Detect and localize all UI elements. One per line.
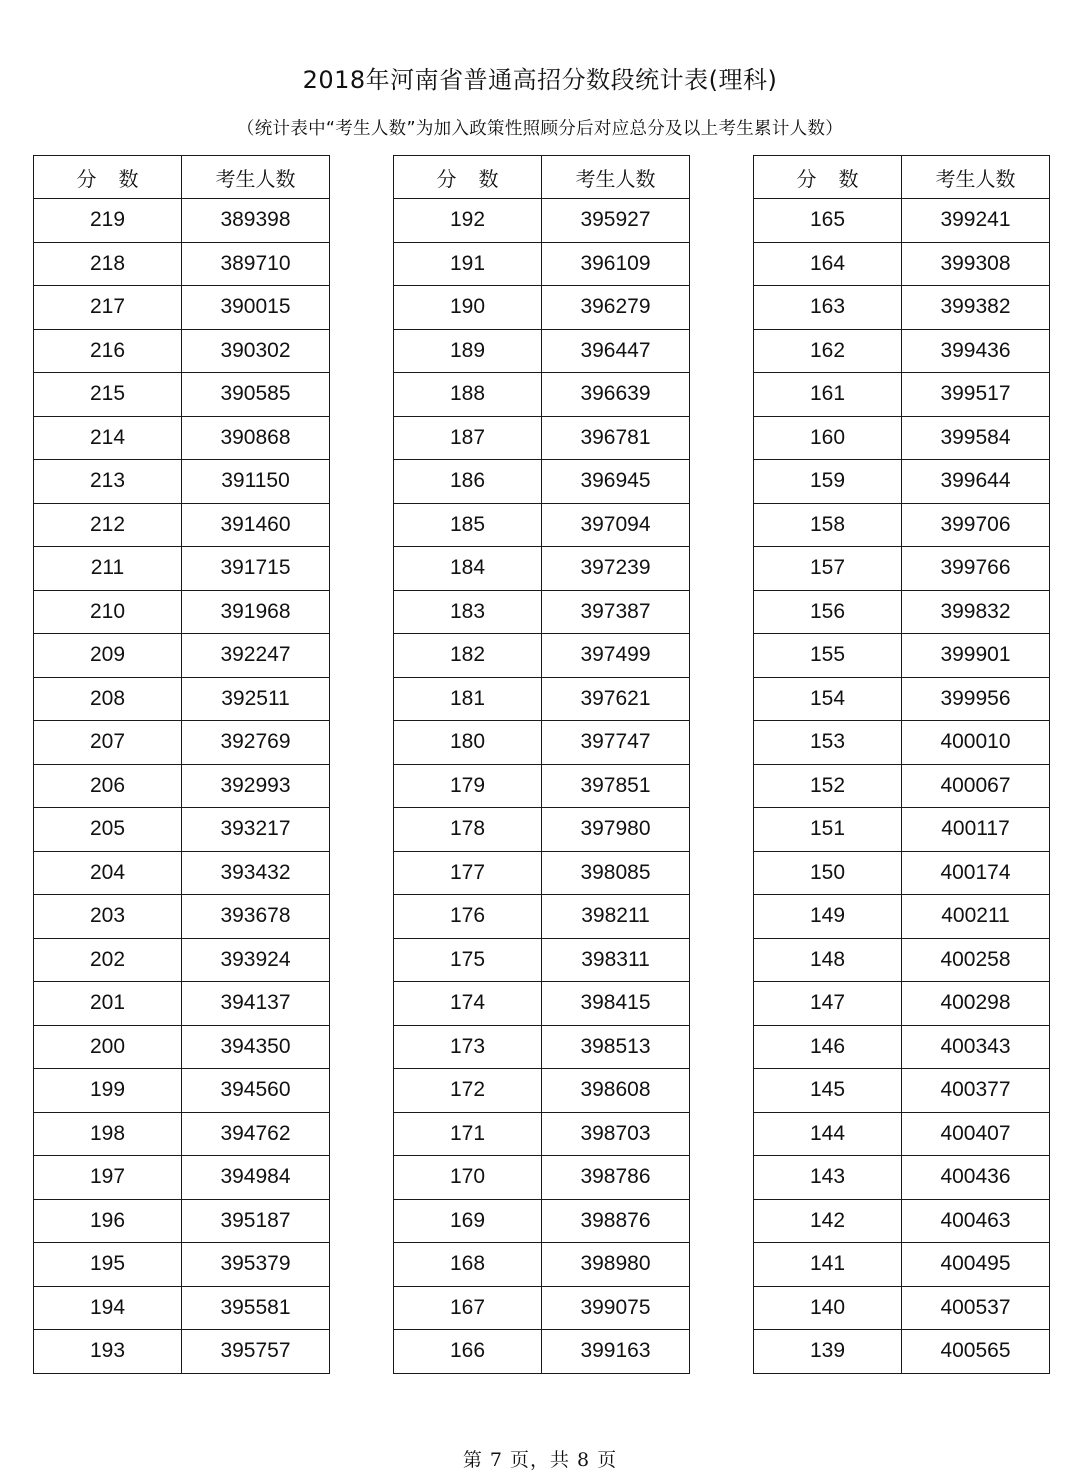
score-cell: 145: [754, 1069, 902, 1113]
table-row: [754, 416, 1050, 460]
table-header-row: [394, 156, 690, 199]
score-table-1: [33, 155, 330, 1374]
score-cell: 202: [34, 938, 182, 982]
table-row: [754, 982, 1050, 1026]
count-cell: 399517: [902, 373, 1050, 417]
score-cell: 154: [754, 677, 902, 721]
count-cell: 397980: [542, 808, 690, 852]
table-row: [34, 590, 330, 634]
count-cell: 396945: [542, 460, 690, 504]
score-cell: 206: [34, 764, 182, 808]
page-footer: 第 7 页，共 8 页: [462, 1449, 618, 1471]
table-row: [34, 982, 330, 1026]
score-cell: 141: [754, 1243, 902, 1287]
table-row: [754, 721, 1050, 765]
table-row: [34, 1112, 330, 1156]
table-row: [34, 895, 330, 939]
count-cell: 400407: [902, 1112, 1050, 1156]
score-cell: 211: [34, 547, 182, 591]
table-row: [34, 1286, 330, 1330]
count-cell: 400067: [902, 764, 1050, 808]
score-cell: 210: [34, 590, 182, 634]
count-cell: 390302: [182, 329, 330, 373]
table-row: [394, 938, 690, 982]
table-row: [34, 677, 330, 721]
table-row: [394, 764, 690, 808]
table-row: [394, 199, 690, 243]
count-cell: 389710: [182, 242, 330, 286]
count-cell: 399706: [902, 503, 1050, 547]
count-cell: 395581: [182, 1286, 330, 1330]
table-row: [34, 1199, 330, 1243]
count-cell: 397621: [542, 677, 690, 721]
score-cell: 204: [34, 851, 182, 895]
score-cell: 164: [754, 242, 902, 286]
count-cell: 394560: [182, 1069, 330, 1113]
score-cell: 176: [394, 895, 542, 939]
table-row: [394, 590, 690, 634]
count-cell: 400565: [902, 1330, 1050, 1374]
count-cell: 400377: [902, 1069, 1050, 1113]
score-cell: 196: [34, 1199, 182, 1243]
score-cell: 198: [34, 1112, 182, 1156]
count-cell: 396447: [542, 329, 690, 373]
count-cell: 396781: [542, 416, 690, 460]
score-cell: 144: [754, 1112, 902, 1156]
score-cell: 150: [754, 851, 902, 895]
count-cell: 398085: [542, 851, 690, 895]
score-cell: 193: [34, 1330, 182, 1374]
score-cell: 178: [394, 808, 542, 852]
table-row: [34, 851, 330, 895]
score-cell: 189: [394, 329, 542, 373]
header-score: 分数: [34, 156, 182, 199]
count-cell: 399584: [902, 416, 1050, 460]
score-cell: 152: [754, 764, 902, 808]
table-row: [754, 895, 1050, 939]
score-cell: 174: [394, 982, 542, 1026]
count-cell: 399308: [902, 242, 1050, 286]
score-cell: 201: [34, 982, 182, 1026]
count-cell: 399832: [902, 590, 1050, 634]
table-row: [34, 1025, 330, 1069]
score-cell: 190: [394, 286, 542, 330]
table-row: [34, 286, 330, 330]
table-row: [394, 286, 690, 330]
header-score: 分数: [394, 156, 542, 199]
table-row: [394, 677, 690, 721]
table-row: [754, 634, 1050, 678]
count-cell: 399644: [902, 460, 1050, 504]
table-row: [394, 1286, 690, 1330]
page-title: 2018年河南省普通高招分数段统计表(理科): [302, 66, 778, 94]
count-cell: 394137: [182, 982, 330, 1026]
count-cell: 398608: [542, 1069, 690, 1113]
score-cell: 155: [754, 634, 902, 678]
count-cell: 396279: [542, 286, 690, 330]
count-cell: 400258: [902, 938, 1050, 982]
count-cell: 399075: [542, 1286, 690, 1330]
count-cell: 398786: [542, 1156, 690, 1200]
score-cell: 194: [34, 1286, 182, 1330]
count-cell: 398211: [542, 895, 690, 939]
count-cell: 399382: [902, 286, 1050, 330]
score-table-3: [753, 155, 1050, 1374]
count-cell: 397499: [542, 634, 690, 678]
count-cell: 400174: [902, 851, 1050, 895]
table-row: [394, 1069, 690, 1113]
count-cell: 391150: [182, 460, 330, 504]
score-cell: 181: [394, 677, 542, 721]
count-cell: 400211: [902, 895, 1050, 939]
count-cell: 398703: [542, 1112, 690, 1156]
table-row: [394, 895, 690, 939]
count-cell: 391968: [182, 590, 330, 634]
table-row: [394, 808, 690, 852]
table-row: [34, 242, 330, 286]
count-cell: 394984: [182, 1156, 330, 1200]
table-row: [34, 938, 330, 982]
table-row: [394, 721, 690, 765]
score-cell: 207: [34, 721, 182, 765]
count-cell: 393432: [182, 851, 330, 895]
count-cell: 400463: [902, 1199, 1050, 1243]
count-cell: 399163: [542, 1330, 690, 1374]
table-row: [34, 634, 330, 678]
count-cell: 400117: [902, 808, 1050, 852]
score-cell: 167: [394, 1286, 542, 1330]
table-row: [394, 329, 690, 373]
count-cell: 398415: [542, 982, 690, 1026]
table-row: [394, 416, 690, 460]
table-row: [394, 373, 690, 417]
count-cell: 393924: [182, 938, 330, 982]
count-cell: 392247: [182, 634, 330, 678]
count-cell: 391715: [182, 547, 330, 591]
count-cell: 390868: [182, 416, 330, 460]
score-cell: 160: [754, 416, 902, 460]
table-row: [34, 764, 330, 808]
count-cell: 394350: [182, 1025, 330, 1069]
table-row: [394, 982, 690, 1026]
table-row: [754, 286, 1050, 330]
page-subtitle: （统计表中“考生人数”为加入政策性照顾分后对应总分及以上考生累计人数）: [236, 119, 844, 139]
count-cell: 397747: [542, 721, 690, 765]
score-cell: 218: [34, 242, 182, 286]
table-row: [754, 764, 1050, 808]
score-cell: 147: [754, 982, 902, 1026]
count-cell: 395757: [182, 1330, 330, 1374]
score-cell: 195: [34, 1243, 182, 1287]
score-cell: 197: [34, 1156, 182, 1200]
count-cell: 389398: [182, 199, 330, 243]
table-row: [394, 1243, 690, 1287]
count-cell: 400343: [902, 1025, 1050, 1069]
count-cell: 398513: [542, 1025, 690, 1069]
score-cell: 191: [394, 242, 542, 286]
count-cell: 397851: [542, 764, 690, 808]
header-count: 考生人数: [542, 156, 690, 199]
score-cell: 169: [394, 1199, 542, 1243]
table-row: [34, 1069, 330, 1113]
table-row: [754, 1025, 1050, 1069]
score-cell: 142: [754, 1199, 902, 1243]
table-row: [34, 1243, 330, 1287]
count-cell: 395187: [182, 1199, 330, 1243]
table-row: [34, 329, 330, 373]
score-cell: 175: [394, 938, 542, 982]
score-cell: 215: [34, 373, 182, 417]
score-cell: 162: [754, 329, 902, 373]
table-row: [34, 1330, 330, 1374]
score-cell: 216: [34, 329, 182, 373]
table-header-row: [754, 156, 1050, 199]
score-cell: 203: [34, 895, 182, 939]
table-row: [754, 329, 1050, 373]
count-cell: 393217: [182, 808, 330, 852]
score-cell: 166: [394, 1330, 542, 1374]
table-row: [754, 460, 1050, 504]
count-cell: 390015: [182, 286, 330, 330]
score-cell: 165: [754, 199, 902, 243]
table-row: [34, 199, 330, 243]
table-row: [394, 1025, 690, 1069]
count-cell: 397387: [542, 590, 690, 634]
table-row: [754, 1199, 1050, 1243]
score-cell: 192: [394, 199, 542, 243]
table-row: [394, 1112, 690, 1156]
count-cell: 399241: [902, 199, 1050, 243]
table-row: [754, 851, 1050, 895]
table-row: [34, 1156, 330, 1200]
score-cell: 209: [34, 634, 182, 678]
count-cell: 398876: [542, 1199, 690, 1243]
score-cell: 139: [754, 1330, 902, 1374]
count-cell: 396109: [542, 242, 690, 286]
score-cell: 171: [394, 1112, 542, 1156]
table-row: [34, 460, 330, 504]
count-cell: 390585: [182, 373, 330, 417]
table-row: [754, 1069, 1050, 1113]
score-cell: 188: [394, 373, 542, 417]
score-cell: 148: [754, 938, 902, 982]
score-cell: 153: [754, 721, 902, 765]
score-cell: 179: [394, 764, 542, 808]
count-cell: 391460: [182, 503, 330, 547]
count-cell: 398980: [542, 1243, 690, 1287]
score-cell: 187: [394, 416, 542, 460]
count-cell: 396639: [542, 373, 690, 417]
table-row: [754, 242, 1050, 286]
count-cell: 392993: [182, 764, 330, 808]
count-cell: 399766: [902, 547, 1050, 591]
count-cell: 392769: [182, 721, 330, 765]
score-cell: 185: [394, 503, 542, 547]
count-cell: 399436: [902, 329, 1050, 373]
table-row: [394, 242, 690, 286]
count-cell: 395927: [542, 199, 690, 243]
score-cell: 205: [34, 808, 182, 852]
table-row: [34, 547, 330, 591]
table-row: [754, 547, 1050, 591]
score-cell: 213: [34, 460, 182, 504]
count-cell: 400436: [902, 1156, 1050, 1200]
table-row: [34, 373, 330, 417]
count-cell: 400537: [902, 1286, 1050, 1330]
score-cell: 158: [754, 503, 902, 547]
score-table-2: [393, 155, 690, 1374]
table-row: [754, 677, 1050, 721]
table-row: [394, 503, 690, 547]
table-row: [754, 1330, 1050, 1374]
score-cell: 151: [754, 808, 902, 852]
table-row: [754, 503, 1050, 547]
score-cell: 163: [754, 286, 902, 330]
score-cell: 143: [754, 1156, 902, 1200]
table-row: [754, 1243, 1050, 1287]
table-row: [754, 1112, 1050, 1156]
score-cell: 159: [754, 460, 902, 504]
table-row: [394, 547, 690, 591]
score-cell: 172: [394, 1069, 542, 1113]
score-cell: 212: [34, 503, 182, 547]
table-row: [34, 416, 330, 460]
table-row: [394, 1199, 690, 1243]
count-cell: 400298: [902, 982, 1050, 1026]
score-cell: 214: [34, 416, 182, 460]
table-row: [394, 1330, 690, 1374]
score-cell: 149: [754, 895, 902, 939]
score-cell: 173: [394, 1025, 542, 1069]
count-cell: 397094: [542, 503, 690, 547]
table-row: [754, 808, 1050, 852]
score-cell: 180: [394, 721, 542, 765]
table-row: [394, 460, 690, 504]
table-row: [754, 938, 1050, 982]
count-cell: 400495: [902, 1243, 1050, 1287]
table-row: [34, 808, 330, 852]
count-cell: 394762: [182, 1112, 330, 1156]
score-cell: 177: [394, 851, 542, 895]
score-cell: 183: [394, 590, 542, 634]
table-header-row: [34, 156, 330, 199]
table-row: [754, 590, 1050, 634]
count-cell: 397239: [542, 547, 690, 591]
score-cell: 161: [754, 373, 902, 417]
count-cell: 392511: [182, 677, 330, 721]
header-count: 考生人数: [902, 156, 1050, 199]
score-cell: 199: [34, 1069, 182, 1113]
score-cell: 157: [754, 547, 902, 591]
header-count: 考生人数: [182, 156, 330, 199]
score-cell: 184: [394, 547, 542, 591]
score-cell: 217: [34, 286, 182, 330]
table-row: [754, 1286, 1050, 1330]
score-cell: 140: [754, 1286, 902, 1330]
table-row: [394, 851, 690, 895]
table-row: [754, 199, 1050, 243]
score-cell: 168: [394, 1243, 542, 1287]
score-cell: 208: [34, 677, 182, 721]
score-cell: 200: [34, 1025, 182, 1069]
count-cell: 399956: [902, 677, 1050, 721]
count-cell: 395379: [182, 1243, 330, 1287]
score-cell: 170: [394, 1156, 542, 1200]
count-cell: 398311: [542, 938, 690, 982]
table-row: [754, 373, 1050, 417]
count-cell: 400010: [902, 721, 1050, 765]
table-row: [394, 634, 690, 678]
count-cell: 399901: [902, 634, 1050, 678]
score-cell: 156: [754, 590, 902, 634]
score-cell: 146: [754, 1025, 902, 1069]
table-row: [394, 1156, 690, 1200]
score-cell: 219: [34, 199, 182, 243]
table-row: [34, 721, 330, 765]
count-cell: 393678: [182, 895, 330, 939]
table-row: [754, 1156, 1050, 1200]
score-cell: 182: [394, 634, 542, 678]
header-score: 分数: [754, 156, 902, 199]
table-row: [34, 503, 330, 547]
score-cell: 186: [394, 460, 542, 504]
